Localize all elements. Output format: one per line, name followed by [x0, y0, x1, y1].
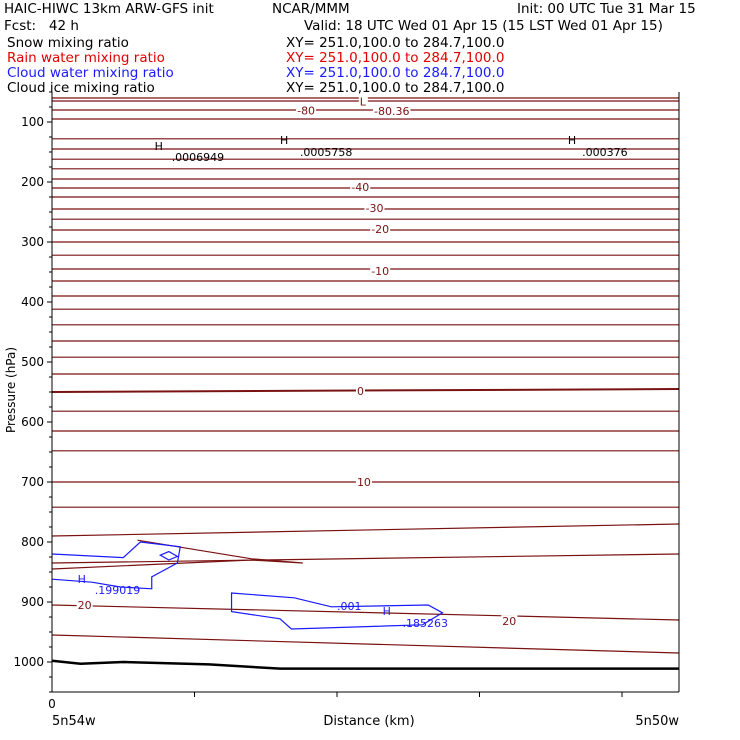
cw-label-0: H — [77, 573, 86, 587]
max-label-2: H — [280, 134, 289, 147]
temp-label-0: -80 — [297, 104, 316, 118]
field-xy-rain: XY= 251.0,100.0 to 284.7,100.0 — [286, 50, 505, 66]
y-tick-label-500: 500 — [21, 355, 44, 369]
x-end-label-right: 5n50w — [635, 714, 679, 729]
field-xy-snow: XY= 251.0,100.0 to 284.7,100.0 — [286, 35, 505, 51]
y-tick-label-800: 800 — [21, 535, 44, 549]
forecast-hour: Fcst: 42 h — [4, 18, 79, 34]
valid-time: Valid: 18 UTC Wed 01 Apr 15 (15 LST Wed 01 Apr 15) — [304, 18, 663, 34]
field-name-rain: Rain water mixing ratio — [7, 50, 165, 66]
isotherm-24 — [52, 389, 679, 392]
temp-label-1: -80.36 — [374, 105, 410, 119]
isotherm-bend — [52, 540, 303, 569]
isotherm-31 — [52, 554, 679, 563]
temp-label-8: 10 — [356, 476, 371, 489]
x-tick-label-0: 0 — [48, 697, 56, 711]
cw-label-3: H — [382, 605, 391, 618]
ground-line — [52, 661, 679, 669]
temp-label-6: -10 — [371, 264, 390, 278]
field-name-cloud-ice: Cloud ice mixing ratio — [7, 80, 155, 96]
field-xy-cloud-water: XY= 251.0,100.0 to 284.7,100.0 — [286, 65, 505, 81]
field-xy-cloud-ice: XY= 251.0,100.0 to 284.7,100.0 — [286, 80, 505, 96]
y-tick-label-300: 300 — [21, 235, 44, 249]
x-axis-label: Distance (km) — [323, 714, 415, 729]
temp-label-4: -30 — [365, 201, 384, 215]
contour-labels — [77, 96, 628, 630]
y-tick-label-700: 700 — [21, 475, 44, 489]
isotherm-30 — [52, 524, 679, 536]
max-label-1: .0006949 — [171, 150, 225, 164]
y-tick-label-100: 100 — [21, 115, 44, 129]
y-tick-label-1000: 1000 — [13, 655, 44, 669]
y-tick-label-400: 400 — [21, 295, 44, 309]
temp-label-5: -20 — [371, 222, 390, 236]
field-name-cloud-water: Cloud water mixing ratio — [7, 65, 174, 81]
y-axis-label: Pressure (hPa) — [4, 346, 18, 434]
max-label-5: .000376 — [582, 146, 628, 159]
y-tick-label-600: 600 — [21, 415, 44, 429]
temp-label-3: -40 — [351, 180, 370, 194]
cloud-water-contour-left — [52, 542, 180, 589]
temp-label-7: 0 — [356, 384, 364, 398]
max-label-4: H — [567, 134, 577, 147]
cw-label-1: .199019 — [94, 584, 141, 597]
model-title: HAIC-HIWC 13km ARW-GFS init — [4, 1, 214, 17]
y-tick-label-900: 900 — [21, 595, 44, 609]
org-label: NCAR/MMM — [272, 1, 350, 17]
isotherm-33 — [52, 635, 679, 653]
cw-label-4: .185263 — [402, 617, 449, 630]
temp-label-9: 20 — [77, 599, 92, 612]
field-name-snow: Snow mixing ratio — [7, 35, 129, 51]
y-tick-label-200: 200 — [21, 175, 44, 189]
max-label-0: H — [154, 140, 163, 153]
temp-label-2: L — [359, 95, 366, 109]
cw-label-2: .001 — [337, 600, 362, 614]
cloud-water-contour-small — [160, 552, 177, 560]
x-end-label-left: 5n54w — [52, 714, 96, 729]
isotherm-32 — [52, 605, 679, 620]
init-time: Init: 00 UTC Tue 31 Mar 15 — [517, 1, 696, 17]
max-label-3: .0005758 — [299, 146, 353, 159]
temp-label-10: 20 — [502, 615, 517, 629]
